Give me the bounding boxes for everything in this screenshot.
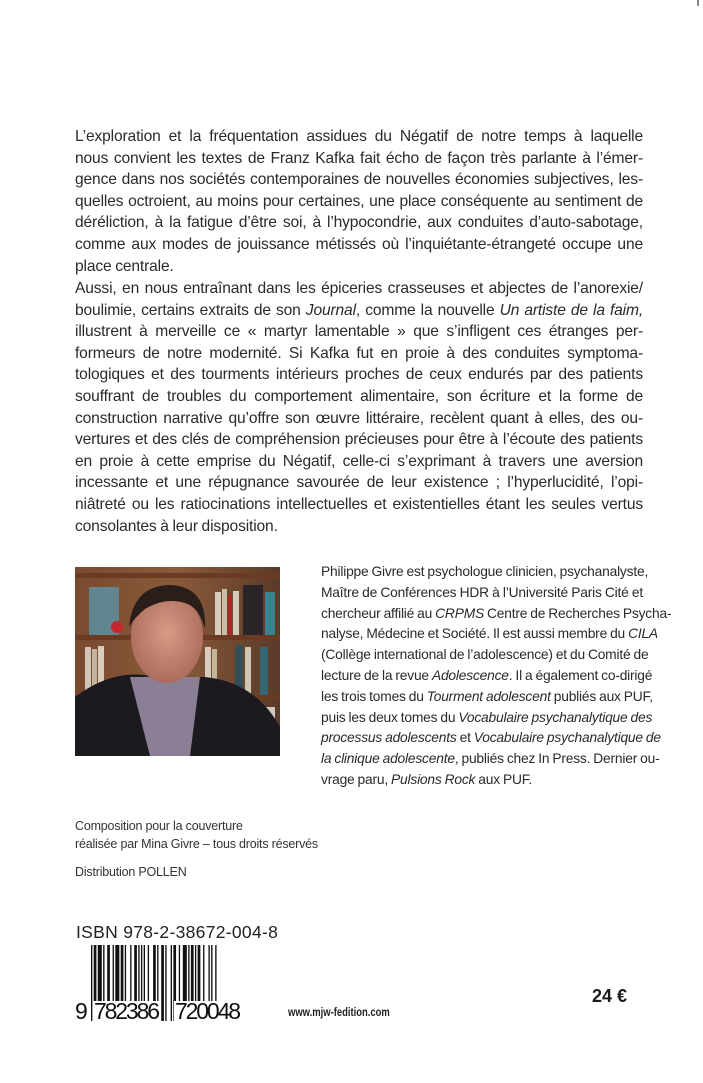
book-title-vocabulaire-2: la clinique adolescente [321,751,455,767]
text-run: lecture de la revue [321,667,432,683]
bio-line [321,770,643,791]
text-run: . Il a également co-dirigé [508,667,653,683]
bio-line: Maître de Conférences HDR à l’Université Paris Cité et [321,584,643,600]
bio-line [321,749,660,770]
text-run: et [456,730,474,746]
text-line [75,300,643,322]
bio-line: Philippe Givre est psychologue clinicien, psychanalyste, [321,564,649,579]
text-run: , comme la nouvelle [355,301,500,319]
text-line: tologiques et des tourments intérieurs proches de ceux endurés par des patients [75,366,643,384]
text-line: illustrent à merveille ce « martyr lamentable » que s’infligent ces étranges per- [75,323,643,341]
credits-line: Composition pour la couverture [75,819,243,833]
text-line: gence dans nos sociétés contemporaines de nouvelles économies subjectives, les- [75,171,643,189]
text-run: puis les deux tomes du [321,709,459,725]
bio-line [321,604,672,625]
text-run: boulimie, certains extraits de son [75,301,306,319]
text-run: , publiés chez In Press. Dernier ou- [454,751,660,767]
book-title-artiste: Un artiste de la faim, [499,301,644,319]
text-run: Centre de Recherches Psycha- [484,605,672,621]
text-line: souffrant de troubles du comportement alimentaire, son écriture et la forme de [75,387,643,405]
crop-mark [697,0,699,6]
price: 24 € [592,986,628,1006]
text-run: publiés aux PUF, [550,688,653,704]
barcode-bar [165,945,166,1021]
barcode-bar [161,945,164,1021]
book-title-tourment: Tourment adolescent [426,688,551,704]
text-run: chercheur affilié au [321,605,436,621]
text-run: les trois tomes du [321,688,427,704]
barcode-digits-left: 782386 [94,998,160,1021]
journal-adolescence: Adolescence [431,667,509,683]
text-line: vertures et des clés de compréhension précieuses pour être à l’écoute des patients [75,431,643,449]
text-line: L’exploration et la fréquentation assidues du Négatif de notre temps à laquelle [75,128,643,145]
text-line: incessante et une répugnance savourée de leur existence ; l’hyperlucidité, l’opi- [75,474,643,492]
text-line: comme aux modes de jouissance métissés où l’inquiétante-étrangeté occupe une [75,235,643,253]
book-title-pulsions-rock: Pulsions Rock [391,771,476,787]
distribution: Distribution POLLEN [75,865,187,879]
org-crpms: CRPMS [435,605,484,621]
author-portrait-image [75,567,280,756]
text-line: Aussi, en nous entraînant dans les épiceries crasseuses et abjectes de l’anorexie/ [75,280,643,297]
barcode-digit-first: 9 [75,998,88,1021]
org-cila: CILA [628,626,658,642]
book-title-journal: Journal [305,301,356,319]
barcode-bar [171,945,172,1021]
text-run: vrage paru, [321,771,392,787]
bio-line [321,728,661,749]
barcode [75,945,261,1021]
bio-line [321,624,658,645]
text-line: consolantes à leur disposition. [75,517,278,535]
text-run: aux PUF. [475,771,533,787]
bio-line [321,687,653,708]
author-bio [321,562,672,791]
book-title-vocabulaire: processus adolescents [321,730,457,746]
text-run: nalyse, Médecine et Société. Il est aussi membre du [321,626,629,642]
author-photo [75,567,280,756]
publisher-website[interactable]: www.mjw-fedition.com [288,1007,390,1019]
credits-line: réalisée par Mina Givre – tous droits réservés [75,837,318,851]
text-line: formeurs de notre modernité. Si Kafka fut en proie à des conduites symptoma- [75,344,643,362]
isbn-label: ISBN 978-2-38672-004-8 [76,922,279,942]
bio-line [321,666,653,687]
book-title-vocabulaire-2: Vocabulaire psychanalytique de [473,730,661,746]
barcode-bar [91,945,92,1021]
text-line: place centrale. [75,257,174,275]
cover-credits [75,817,318,853]
summary-paragraph-2 [75,278,643,537]
summary-paragraph-1 [75,126,643,277]
bio-line: (Collège international de l’adolescence) et du Comité de [321,647,649,663]
text-line: nous convient les textes de Franz Kafka fait écho de façon très parlante à l’émer- [75,149,643,167]
text-line: en proie à cette emprise du Négatif, celle-ci s’exprimant à travers une aversion [75,452,643,470]
text-line: construction narrative qu’offre son œuvre littéraire, recèlent quant à elles, des ou- [75,409,643,427]
bio-line [321,708,653,729]
text-line: déréliction, à la fatigue d’être soi, à l’hypocondrie, aux conduites d’auto-sabotage, [75,214,643,232]
book-title-vocabulaire: Vocabulaire psychanalytique des [458,709,653,725]
barcode-digits-right: 720048 [175,998,241,1021]
text-line: niâtreté ou les ratiocinations intellectuelles et existentielles étant les seules vertus [75,495,643,513]
text-line: quelles octroient, au moins pour certaines, une place conséquente au sentiment de [75,192,643,210]
